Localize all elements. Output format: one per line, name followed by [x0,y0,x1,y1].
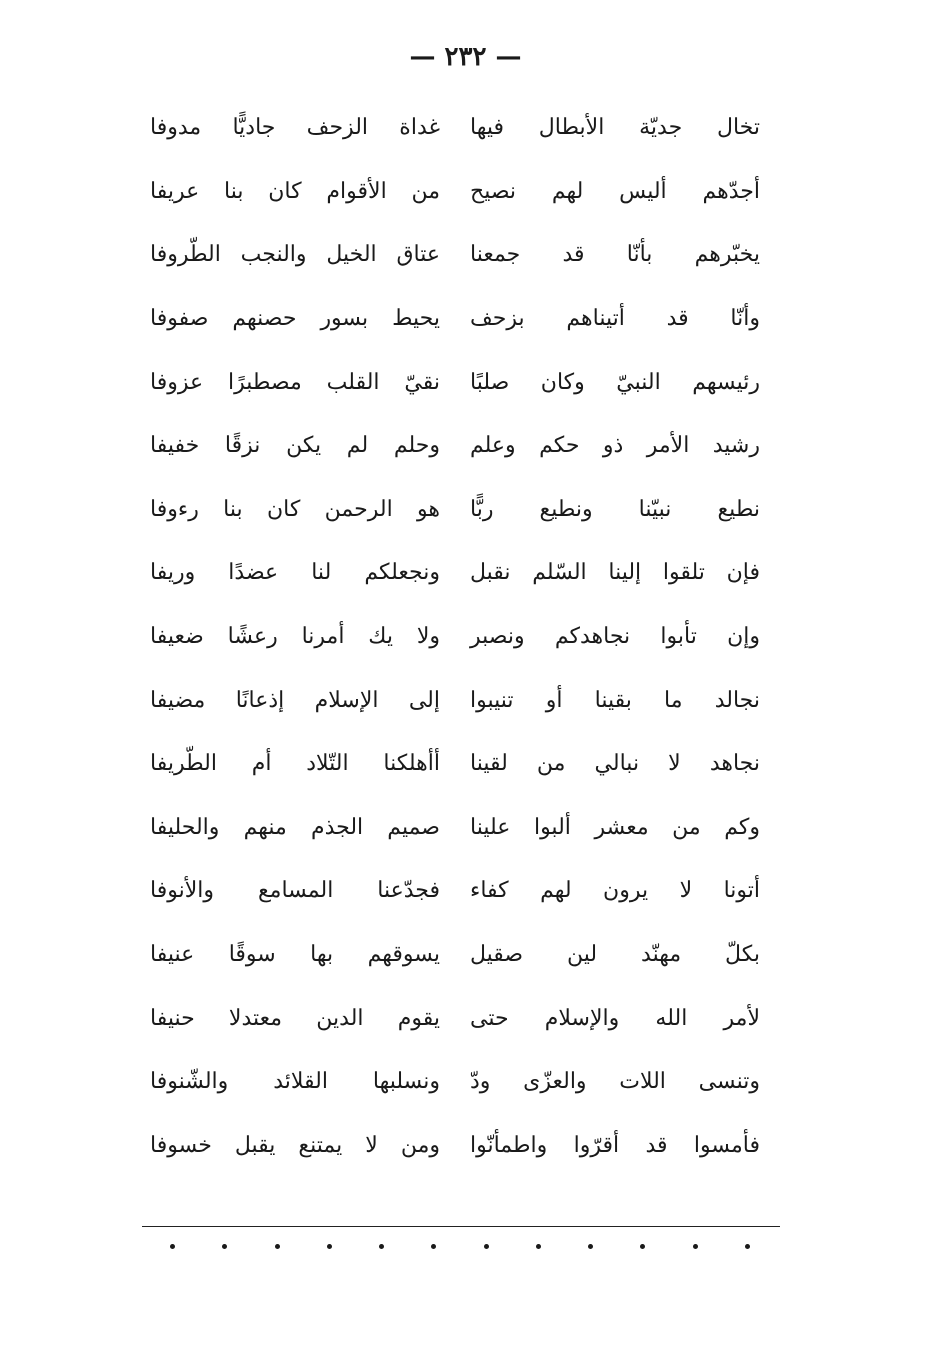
verse-line [150,796,760,860]
verse-first-hemistich: بكلّ مهنّد لين صقيل [470,942,760,968]
decorative-dot [640,1244,645,1249]
verse-second-hemistich: وحلم لم يكن نزقًا خفيفا [150,433,440,459]
decorative-dot [170,1244,175,1249]
footer-rule [142,1226,780,1227]
decorative-dot [745,1244,750,1249]
verse-second-hemistich: إلى الإسلام إذعانًا مضيفا [150,687,440,713]
decorative-dot [275,1244,280,1249]
verse-first-hemistich: لأمر الله والإسلام حتى [470,1005,760,1031]
verse-first-hemistich: نطيع نبيّنا ونطيع ربًّا [470,496,760,522]
verse-first-hemistich: فأمسوا قد أقرّوا واطمأنّوا [470,1132,760,1158]
verse-line [150,1114,760,1178]
poem [150,96,760,1177]
verse-line [150,350,760,414]
verse-line [150,478,760,542]
verse-line [150,923,760,987]
verse-first-hemistich: وأنّا قد أتيناهم بزحف [470,306,760,332]
verse-first-hemistich: نجاهد لا نبالي من لقينا [470,751,760,777]
decorative-dot [222,1244,227,1249]
verse-second-hemistich: صميم الجذم منهم والحليفا [150,814,440,840]
verse-second-hemistich: ولا يك أمرنا رعشًا ضعيفا [150,624,440,650]
verse-second-hemistich: فجدّعنا المسامع والأنوفا [150,878,440,904]
verse-first-hemistich: رشيد الأمر ذو حكم وعلم [470,433,760,459]
verse-line [150,605,760,669]
decorative-dot [484,1244,489,1249]
verse-first-hemistich: أتونا لا يرون لهم كفاء [470,878,760,904]
decorative-dot [327,1244,332,1249]
verse-first-hemistich: فإن تلقوا إلينا السّلم نقبل [470,560,760,586]
verse-second-hemistich: يحيط بسور حصنهم صفوفا [150,306,440,332]
verse-second-hemistich: نقيّ القلب مصطبرًا عزوفا [150,369,440,395]
decorative-dot [693,1244,698,1249]
verse-line [150,541,760,605]
verse-second-hemistich: ونسلبها القلائد والشّنوفا [150,1069,440,1095]
verse-line [150,96,760,160]
verse-second-hemistich: ونجعلكم لنا عضدًا وريفا [150,560,440,586]
verse-second-hemistich: من الأقوام كان بنا عريفا [150,178,440,204]
verse-second-hemistich: يسوقهم بها سوقًا عنيفا [150,942,440,968]
decorative-dot [536,1244,541,1249]
verse-first-hemistich: تخال جديّة الأبطال فيها [470,115,760,141]
verse-line [150,287,760,351]
decorative-dot [588,1244,593,1249]
verse-line [150,1050,760,1114]
verse-second-hemistich: هو الرحمن كان بنا رءوفا [150,496,440,522]
verse-first-hemistich: يخبّرهم بأنّا قد جمعنا [470,242,760,268]
verse-line [150,986,760,1050]
verse-first-hemistich: وإن تأبوا نجاهدكم ونصبر [470,624,760,650]
verse-line [150,732,760,796]
verse-line [150,223,760,287]
verse-first-hemistich: نجالد ما بقينا أو تنيبوا [470,687,760,713]
verse-second-hemistich: عتاق الخيل والنجب الطّروفا [150,242,440,268]
decorative-dot [431,1244,436,1249]
verse-first-hemistich: وتنسى اللات والعزّى ودّ [470,1069,760,1095]
verse-line [150,859,760,923]
verse-line [150,160,760,224]
page-number: — ٢٣٢ — [409,42,522,72]
decorative-dot [379,1244,384,1249]
verse-line [150,414,760,478]
verse-first-hemistich: وكم من معشر ألبوا علينا [470,814,760,840]
verse-second-hemistich: أأهلكنا التّلاد أم الطّريفا [150,751,440,777]
verse-line [150,668,760,732]
verse-second-hemistich: غداة الزحف جاديًّا مدوفا [150,115,440,141]
verse-second-hemistich: يقوم الدين معتدلا حنيفا [150,1005,440,1031]
footer-dots [170,1244,750,1249]
verse-first-hemistich: رئيسهم النبيّ وكان صلبًا [470,369,760,395]
verse-first-hemistich: أجدّهم أليس لهم نصيح [470,178,760,204]
verse-second-hemistich: ومن لا يمتنع يقبل خسوفا [150,1132,440,1158]
